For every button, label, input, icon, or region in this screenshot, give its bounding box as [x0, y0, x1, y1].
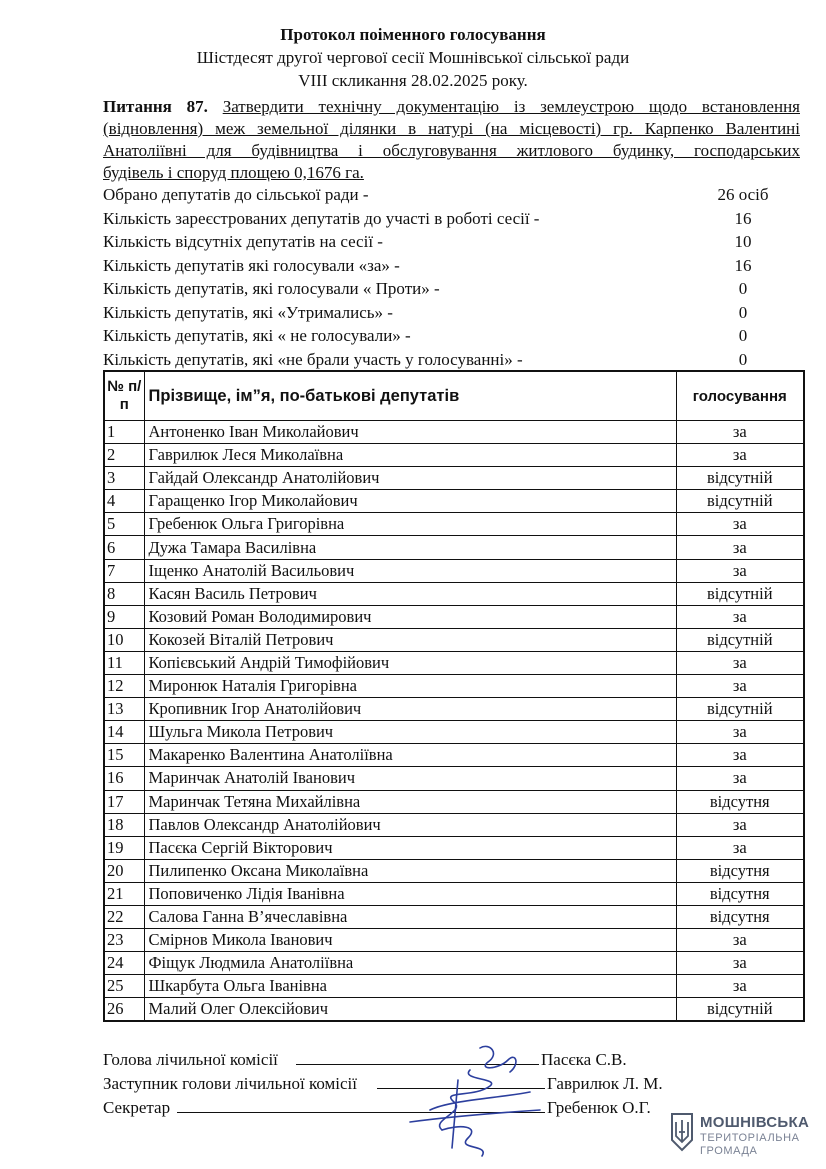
- cell-vote: за: [676, 421, 804, 444]
- table-row: [104, 513, 804, 536]
- table-row: [104, 859, 804, 882]
- logo-line-3: ГРОМАДА: [700, 1145, 758, 1157]
- logo-line-1: МОШНІВСЬКА: [700, 1114, 810, 1131]
- cell-number: 16: [104, 767, 144, 790]
- cell-name: Пилипенко Оксана Миколаївна: [144, 859, 676, 882]
- question-text: Затвердити технічну документацію із землеустрою щодо встановлення (відновлення) меж земельної ділянки в натурі (на місцевості) гр. Карпенко Валентині Анатоліївні для будівництва і обслуговування житлового будинку, господарських: [103, 97, 800, 160]
- cell-number: 25: [104, 975, 144, 998]
- stat-row: [103, 278, 803, 302]
- table-row: [104, 698, 804, 721]
- cell-name: Шульга Микола Петрович: [144, 721, 676, 744]
- table-row: [104, 559, 804, 582]
- table-row: [104, 628, 804, 651]
- stat-label: Кількість зареєстрованих депутатів до участі в роботі сесії -: [103, 208, 540, 228]
- cell-number: 12: [104, 675, 144, 698]
- stat-label: Кількість депутатів які голосували «за» -: [103, 255, 400, 275]
- cell-number: 10: [104, 628, 144, 651]
- cell-vote: за: [676, 952, 804, 975]
- cell-vote: відсутній: [676, 490, 804, 513]
- table-row: [104, 444, 804, 467]
- table-row: [104, 744, 804, 767]
- signature-role: Секретар: [103, 1098, 171, 1117]
- cell-number: 1: [104, 421, 144, 444]
- cell-vote: за: [676, 651, 804, 674]
- stat-row: [103, 231, 803, 255]
- cell-name: Макаренко Валентина Анатоліївна: [144, 744, 676, 767]
- cell-vote: за: [676, 767, 804, 790]
- stat-row: [103, 325, 803, 349]
- cell-name: Маринчак Тетяна Михайлівна: [144, 790, 676, 813]
- cell-name: Павлов Олександр Анатолійович: [144, 813, 676, 836]
- stat-row: [103, 255, 803, 279]
- cell-name: Гаращенко Ігор Миколайович: [144, 490, 676, 513]
- cell-name: Гаврилюк Леся Миколаївна: [144, 444, 676, 467]
- table-row: [104, 582, 804, 605]
- cell-vote: за: [676, 559, 804, 582]
- table-row: [104, 952, 804, 975]
- cell-number: 6: [104, 536, 144, 559]
- cell-vote: відсутній: [676, 467, 804, 490]
- handwritten-signature: [370, 1040, 570, 1160]
- cell-number: 9: [104, 605, 144, 628]
- cell-name: Смірнов Микола Іванович: [144, 929, 676, 952]
- stat-value: 26 осіб: [717, 185, 769, 204]
- signature-role: Голова лічильної комісії: [103, 1050, 278, 1069]
- cell-vote: відсутній: [676, 698, 804, 721]
- cell-vote: за: [676, 605, 804, 628]
- table-row: [104, 490, 804, 513]
- stat-label: Обрано депутатів до сільської ради -: [103, 185, 369, 204]
- community-logo: [670, 1112, 820, 1162]
- table-row: [104, 421, 804, 444]
- question-label: Питання 87.: [103, 97, 208, 116]
- table-row: [104, 536, 804, 559]
- cell-vote: за: [676, 675, 804, 698]
- cell-number: 20: [104, 859, 144, 882]
- cell-vote: відсутня: [676, 790, 804, 813]
- cell-number: 24: [104, 952, 144, 975]
- table-row: [104, 605, 804, 628]
- stat-value: 10: [734, 232, 752, 251]
- table-row: [104, 767, 804, 790]
- cell-number: 4: [104, 490, 144, 513]
- signature-person: Гребенюк О.Г.: [547, 1098, 651, 1117]
- table-header-row: [104, 371, 804, 421]
- cell-vote: за: [676, 975, 804, 998]
- stat-value: 0: [738, 302, 748, 322]
- cell-name: Касян Василь Петрович: [144, 582, 676, 605]
- table-row: [104, 975, 804, 998]
- cell-name: Кропивник Ігор Анатолійович: [144, 698, 676, 721]
- table-row: [104, 790, 804, 813]
- cell-vote: за: [676, 813, 804, 836]
- cell-number: 7: [104, 559, 144, 582]
- signature-role: Заступник голови лічильної комісії: [103, 1074, 358, 1093]
- convocation-date-line: VIII скликання 28.02.2025 року.: [298, 71, 528, 90]
- cell-name: Гребенюк Ольга Григорівна: [144, 513, 676, 536]
- stat-row: [103, 349, 803, 373]
- cell-name: Гайдай Олександр Анатолійович: [144, 467, 676, 490]
- cell-number: 22: [104, 905, 144, 928]
- cell-vote: за: [676, 929, 804, 952]
- stat-row: [103, 302, 803, 326]
- cell-number: 26: [104, 998, 144, 1022]
- stat-value: 16: [734, 208, 752, 228]
- stat-value: 0: [738, 326, 748, 345]
- question-text-end: будівель і споруд площею 0,1676 га.: [103, 163, 364, 182]
- cell-name: Козовий Роман Володимирович: [144, 605, 676, 628]
- cell-vote: за: [676, 744, 804, 767]
- cell-number: 3: [104, 467, 144, 490]
- cell-name: Маринчак Анатолій Іванович: [144, 767, 676, 790]
- cell-name: Кокозей Віталій Петрович: [144, 628, 676, 651]
- cell-vote: відсутній: [676, 628, 804, 651]
- cell-name: Салова Ганна В’ячеславівна: [144, 905, 676, 928]
- stat-value: 0: [738, 279, 748, 298]
- cell-vote: відсутній: [676, 998, 804, 1022]
- table-row: [104, 721, 804, 744]
- cell-name: Антоненко Іван Миколайович: [144, 421, 676, 444]
- column-header-vote: голосування: [676, 371, 804, 421]
- cell-vote: за: [676, 536, 804, 559]
- cell-vote: за: [676, 444, 804, 467]
- stat-label: Кількість депутатів, які « не голосували» -: [103, 326, 411, 345]
- table-row: [104, 882, 804, 905]
- session-line: Шістдесят другої чергової сесії Мошнівської сільської ради: [196, 48, 630, 67]
- signature-person: Пасєка С.В.: [541, 1050, 627, 1069]
- table-row: [104, 467, 804, 490]
- stat-label: Кількість депутатів, які «Утримались» -: [103, 302, 393, 322]
- question-block: [103, 96, 800, 184]
- stat-row: [103, 208, 803, 232]
- cell-name: Копієвський Андрій Тимофійович: [144, 651, 676, 674]
- cell-number: 11: [104, 651, 144, 674]
- cell-number: 2: [104, 444, 144, 467]
- cell-name: Миронюк Наталія Григорівна: [144, 675, 676, 698]
- cell-vote: відсутня: [676, 859, 804, 882]
- roll-call-table: [103, 370, 805, 1022]
- stat-row: [103, 184, 803, 208]
- cell-vote: за: [676, 513, 804, 536]
- cell-number: 13: [104, 698, 144, 721]
- cell-name: Дужа Тамара Василівна: [144, 536, 676, 559]
- table-row: [104, 813, 804, 836]
- cell-name: Іщенко Анатолій Васильович: [144, 559, 676, 582]
- table-row: [104, 836, 804, 859]
- trident-emblem-icon: [670, 1112, 694, 1152]
- cell-name: Фіщук Людмила Анатоліївна: [144, 952, 676, 975]
- stat-value: 16: [734, 255, 752, 275]
- cell-number: 21: [104, 882, 144, 905]
- table-row: [104, 998, 804, 1022]
- cell-name: Пасєка Сергій Вікторович: [144, 836, 676, 859]
- column-header-name: Прізвище, ім”я, по-батькові депутатів: [144, 371, 676, 421]
- stat-label: Кількість депутатів, які голосували « Проти» -: [103, 279, 440, 298]
- cell-vote: відсутній: [676, 582, 804, 605]
- table-row: [104, 675, 804, 698]
- cell-vote: за: [676, 721, 804, 744]
- column-header-number: № п/п: [104, 371, 144, 421]
- table-row: [104, 651, 804, 674]
- table-body: [104, 421, 804, 1022]
- stat-label: Кількість депутатів, які «не брали участь у голосуванні» -: [103, 349, 523, 369]
- cell-number: 5: [104, 513, 144, 536]
- signature-person: Гаврилюк Л. М.: [547, 1074, 663, 1093]
- vote-statistics: [103, 184, 803, 372]
- cell-number: 17: [104, 790, 144, 813]
- cell-number: 8: [104, 582, 144, 605]
- cell-name: Малий Олег Олексійович: [144, 998, 676, 1022]
- cell-number: 23: [104, 929, 144, 952]
- table-row: [104, 905, 804, 928]
- cell-number: 19: [104, 836, 144, 859]
- stat-label: Кількість відсутніх депутатів на сесії -: [103, 232, 383, 251]
- logo-line-2: ТЕРИТОРІАЛЬНА: [700, 1132, 800, 1144]
- cell-number: 14: [104, 721, 144, 744]
- cell-number: 18: [104, 813, 144, 836]
- cell-vote: відсутня: [676, 905, 804, 928]
- cell-number: 15: [104, 744, 144, 767]
- table-row: [104, 929, 804, 952]
- document-title: Протокол поіменного голосування: [280, 25, 546, 44]
- stat-value: 0: [738, 349, 748, 369]
- cell-vote: за: [676, 836, 804, 859]
- cell-name: Поповиченко Лідія Іванівна: [144, 882, 676, 905]
- cell-vote: відсутня: [676, 882, 804, 905]
- cell-name: Шкарбута Ольга Іванівна: [144, 975, 676, 998]
